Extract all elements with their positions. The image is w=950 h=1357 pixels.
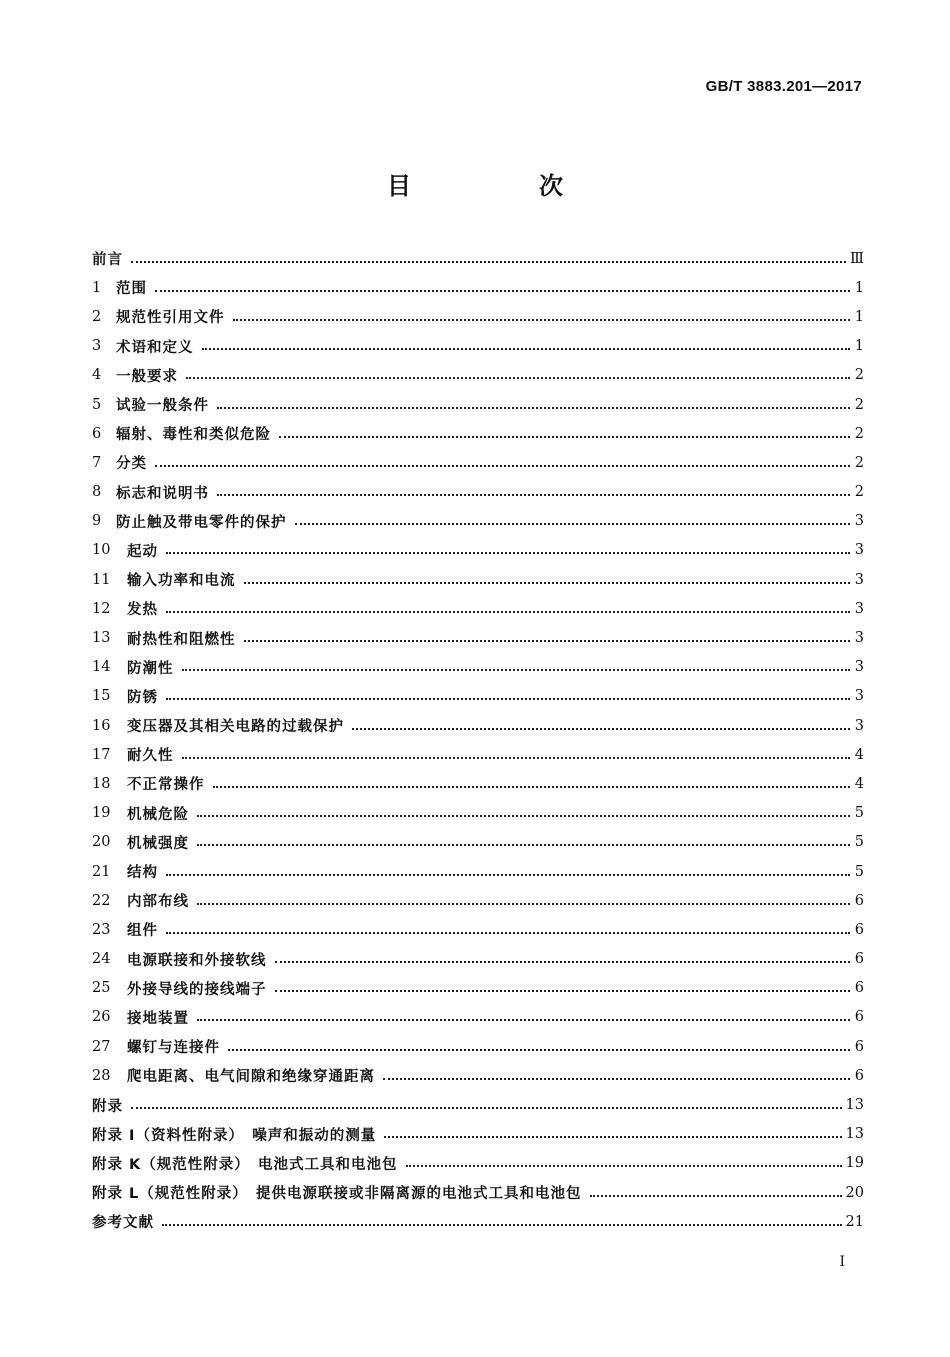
toc-leader-dots <box>295 509 851 525</box>
toc-entry-number: 19 <box>92 805 111 822</box>
toc-entry-label: 附录 <box>92 1098 123 1115</box>
toc-entry-page: 3 <box>854 630 864 647</box>
toc-entry-page: 13 <box>845 1126 864 1143</box>
toc-entry-number: 21 <box>92 863 111 880</box>
toc-entry-page: 3 <box>854 688 864 705</box>
toc-entry[interactable] <box>92 273 864 302</box>
toc-entry-number: 9 <box>92 513 102 530</box>
toc-leader-dots <box>182 655 851 671</box>
toc-entry-number: 20 <box>92 834 111 851</box>
toc-entry-page: 6 <box>854 1067 864 1084</box>
toc-entry[interactable] <box>92 478 864 507</box>
toc-entry-page: 6 <box>854 921 864 938</box>
toc-entry[interactable] <box>92 536 864 565</box>
toc-entry-page: 3 <box>854 571 864 588</box>
toc-leader-dots <box>162 1210 842 1226</box>
toc-entry-page: 13 <box>845 1097 864 1114</box>
toc-entry[interactable] <box>92 1178 864 1207</box>
toc-entry-page: 6 <box>854 1038 864 1055</box>
toc-entry[interactable] <box>92 1061 864 1090</box>
toc-entry[interactable] <box>92 448 864 477</box>
toc-entry[interactable] <box>92 390 864 419</box>
toc-entry-page: 3 <box>854 659 864 676</box>
toc-entry-page: 2 <box>854 425 864 442</box>
toc-entry[interactable] <box>92 332 864 361</box>
toc-leader-dots <box>166 684 850 700</box>
toc-entry-label: 防止触及带电零件的保护 <box>116 514 287 531</box>
toc-entry-label: 标志和说明书 <box>116 485 209 502</box>
toc-leader-dots <box>217 480 850 496</box>
toc-entry-page: 5 <box>854 834 864 851</box>
toc-leader-dots <box>202 334 851 350</box>
toc-entry[interactable] <box>92 1090 864 1119</box>
toc-entry-number: 14 <box>92 659 111 676</box>
toc-entry-page: 6 <box>854 1009 864 1026</box>
toc-leader-dots <box>131 247 846 263</box>
toc-entry[interactable] <box>92 244 864 273</box>
toc-leader-dots <box>275 976 851 992</box>
toc-entry[interactable] <box>92 1032 864 1061</box>
toc-entry[interactable] <box>92 828 864 857</box>
toc-entry-label: 耐热性和阻燃性 <box>127 631 236 648</box>
toc-entry-page: 3 <box>854 600 864 617</box>
toc-entry-label: 附录 K（规范性附录） 电池式工具和电池包 <box>92 1156 398 1173</box>
toc-entry-page: 5 <box>854 863 864 880</box>
toc-entry[interactable] <box>92 915 864 944</box>
toc-entry-label: 输入功率和电流 <box>127 573 236 590</box>
toc-leader-dots <box>406 1151 842 1167</box>
toc-entry-page: 3 <box>854 513 864 530</box>
toc-entry-label: 术语和定义 <box>116 339 194 356</box>
toc-entry-label: 组件 <box>127 923 158 940</box>
toc-entry-label: 机械强度 <box>127 835 189 852</box>
toc-entry-page: 6 <box>854 980 864 997</box>
toc-entry-page: 19 <box>845 1155 864 1172</box>
toc-entry[interactable] <box>92 1207 864 1236</box>
toc-entry[interactable] <box>92 361 864 390</box>
toc-entry-label: 起动 <box>127 543 158 560</box>
toc-leader-dots <box>166 918 850 934</box>
toc-entry-number: 28 <box>92 1067 111 1084</box>
toc-entry[interactable] <box>92 974 864 1003</box>
toc-entry-label: 试验一般条件 <box>116 398 209 415</box>
toc-leader-dots <box>186 363 850 379</box>
toc-entry-page: 2 <box>854 396 864 413</box>
toc-entry-number: 5 <box>92 396 102 413</box>
toc-leader-dots <box>352 714 850 730</box>
toc-entry-number: 1 <box>92 279 102 296</box>
toc-entry[interactable] <box>92 799 864 828</box>
toc-leader-dots <box>166 597 850 613</box>
toc-entry-page: 1 <box>854 279 864 296</box>
toc-entry-page: 1 <box>854 338 864 355</box>
toc-entry-number: 27 <box>92 1038 111 1055</box>
toc-entry[interactable] <box>92 769 864 798</box>
toc-entry-page: 2 <box>854 367 864 384</box>
toc-leader-dots <box>197 830 850 846</box>
toc-entry[interactable] <box>92 886 864 915</box>
toc-entry-number: 17 <box>92 746 111 763</box>
toc-leader-dots <box>244 568 851 584</box>
toc-entry-label: 爬电距离、电气间隙和绝缘穿通距离 <box>127 1069 375 1086</box>
toc-entry-label: 防锈 <box>127 689 158 706</box>
toc-entry-number: 23 <box>92 921 111 938</box>
toc-leader-dots <box>131 1093 842 1109</box>
toc-entry-number: 2 <box>92 308 102 325</box>
toc-entry-number: 10 <box>92 542 111 559</box>
toc-entry-number: 24 <box>92 951 111 968</box>
toc-entry-label: 防潮性 <box>127 660 174 677</box>
toc-entry-page: 20 <box>845 1184 864 1201</box>
toc-entry[interactable] <box>92 623 864 652</box>
toc-entry-page: 4 <box>854 746 864 763</box>
page-number: I <box>839 1254 845 1270</box>
standard-code: GB/T 3883.201—2017 <box>705 78 862 95</box>
toc-entry-page: 3 <box>854 717 864 734</box>
toc-entry-label: 耐久性 <box>127 748 174 765</box>
table-of-contents <box>92 244 864 1236</box>
toc-entry-label: 内部布线 <box>127 894 189 911</box>
toc-entry-label: 发热 <box>127 602 158 619</box>
toc-entry-label: 附录 I（资料性附录） 噪声和振动的测量 <box>92 1127 377 1144</box>
toc-entry-label: 参考文献 <box>92 1215 154 1232</box>
toc-entry[interactable] <box>92 653 864 682</box>
toc-entry-page: 6 <box>854 951 864 968</box>
toc-entry-number: 8 <box>92 484 102 501</box>
toc-entry-label: 辐射、毒性和类似危险 <box>116 427 271 444</box>
toc-entry[interactable] <box>92 711 864 740</box>
toc-entry-number: 6 <box>92 425 102 442</box>
toc-entry-number: 26 <box>92 1009 111 1026</box>
toc-entry-label: 螺钉与连接件 <box>127 1040 220 1057</box>
toc-entry-label: 附录 L（规范性附录） 提供电源联接或非隔离源的电池式工具和电池包 <box>92 1186 582 1203</box>
toc-entry-page: 4 <box>854 775 864 792</box>
toc-entry-page: 1 <box>854 308 864 325</box>
toc-entry[interactable] <box>92 945 864 974</box>
toc-entry-page: 3 <box>854 542 864 559</box>
toc-entry[interactable] <box>92 857 864 886</box>
toc-entry-page: 2 <box>854 454 864 471</box>
toc-entry-page: 5 <box>854 805 864 822</box>
toc-entry-label: 范围 <box>116 281 147 298</box>
toc-entry-label: 一般要求 <box>116 368 178 385</box>
toc-entry-label: 前言 <box>92 252 123 269</box>
toc-leader-dots <box>182 743 851 759</box>
toc-entry-number: 16 <box>92 717 111 734</box>
toc-entry-page: 6 <box>854 892 864 909</box>
page-title: 目 次 <box>387 172 615 200</box>
toc-entry-label: 电源联接和外接软线 <box>127 952 267 969</box>
toc-leader-dots <box>244 626 851 642</box>
toc-entry[interactable] <box>92 302 864 331</box>
toc-entry-label: 规范性引用文件 <box>116 310 225 327</box>
toc-leader-dots <box>213 772 851 788</box>
toc-leader-dots <box>197 801 850 817</box>
toc-entry-page: Ⅲ <box>850 250 864 267</box>
toc-entry-number: 18 <box>92 775 111 792</box>
toc-entry-number: 4 <box>92 367 102 384</box>
toc-entry[interactable] <box>92 419 864 448</box>
toc-entry-number: 25 <box>92 980 111 997</box>
toc-entry-number: 15 <box>92 688 111 705</box>
toc-entry[interactable] <box>92 740 864 769</box>
toc-leader-dots <box>166 538 850 554</box>
toc-entry-number: 13 <box>92 630 111 647</box>
toc-entry[interactable] <box>92 682 864 711</box>
toc-leader-dots <box>383 1064 850 1080</box>
toc-entry-page: 2 <box>854 484 864 501</box>
toc-leader-dots <box>197 889 850 905</box>
toc-leader-dots <box>279 422 850 438</box>
toc-leader-dots <box>275 947 851 963</box>
toc-entry-page: 21 <box>845 1213 864 1230</box>
toc-leader-dots <box>197 1005 850 1021</box>
toc-entry-number: 3 <box>92 338 102 355</box>
toc-entry-number: 12 <box>92 600 111 617</box>
toc-entry-label: 不正常操作 <box>127 777 205 794</box>
toc-entry[interactable] <box>92 565 864 594</box>
toc-entry-label: 分类 <box>116 456 147 473</box>
toc-entry-number: 7 <box>92 454 102 471</box>
toc-entry[interactable] <box>92 1149 864 1178</box>
toc-entry-number: 22 <box>92 892 111 909</box>
toc-leader-dots <box>155 276 850 292</box>
toc-entry-label: 外接导线的接线端子 <box>127 981 267 998</box>
toc-entry[interactable] <box>92 1003 864 1032</box>
toc-entry-number: 11 <box>92 571 111 588</box>
toc-entry-label: 接地装置 <box>127 1010 189 1027</box>
toc-leader-dots <box>233 305 851 321</box>
toc-leader-dots <box>155 451 850 467</box>
toc-entry[interactable] <box>92 594 864 623</box>
toc-entry-label: 结构 <box>127 865 158 882</box>
toc-leader-dots <box>590 1181 842 1197</box>
toc-entry-label: 机械危险 <box>127 806 189 823</box>
toc-leader-dots <box>217 393 850 409</box>
toc-leader-dots <box>166 860 850 876</box>
toc-entry-label: 变压器及其相关电路的过载保护 <box>127 719 344 736</box>
toc-entry[interactable] <box>92 1120 864 1149</box>
toc-entry[interactable] <box>92 507 864 536</box>
toc-leader-dots <box>384 1122 841 1138</box>
toc-leader-dots <box>228 1035 850 1051</box>
